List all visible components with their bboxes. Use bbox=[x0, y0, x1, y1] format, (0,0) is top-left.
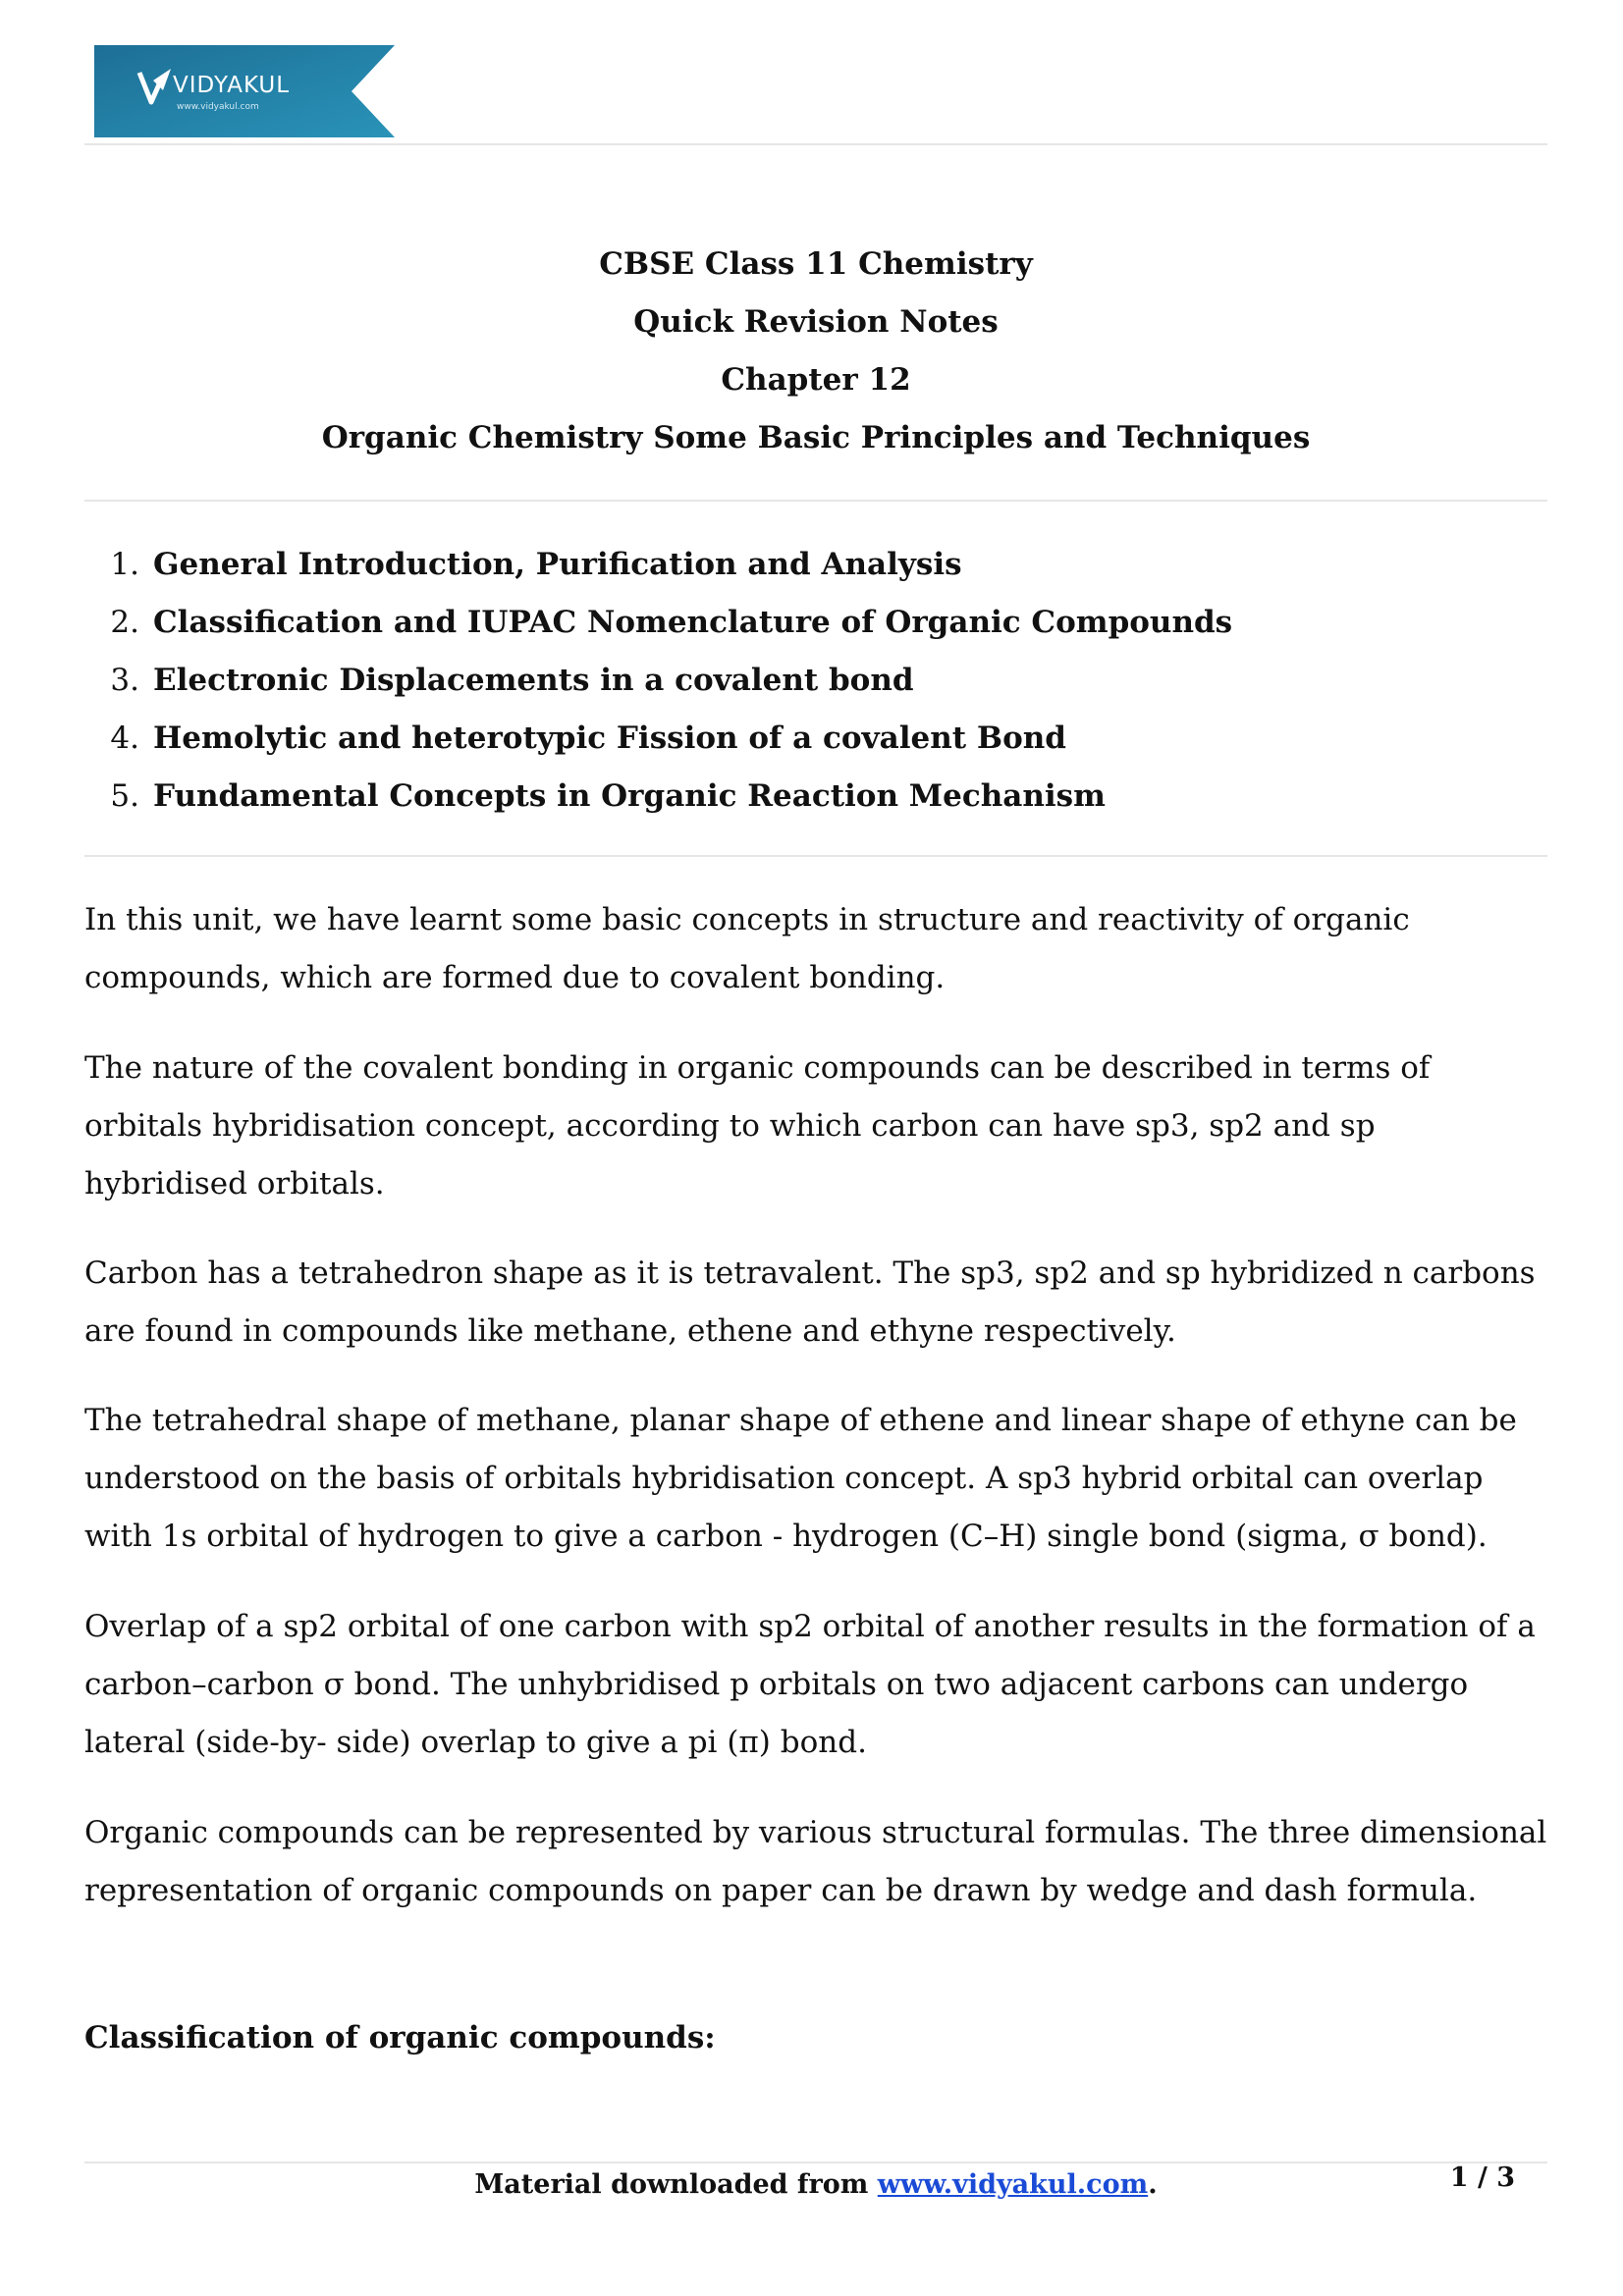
list-item bbox=[84, 594, 1547, 652]
title-line-3: Chapter 12 bbox=[721, 362, 911, 398]
paragraph-intro: In this unit, we have learnt some basic concepts in structure and reactivity of organic compounds, which are formed due to covalent bonding. bbox=[84, 902, 1410, 995]
paragraph-hybridisation: The nature of the covalent bonding in organic compounds can be described in terms of orbitals hybridisation concept, according to which carbon can have sp3, sp2 and sp hybridised orbitals. bbox=[84, 1050, 1431, 1201]
list-item-number: 1. bbox=[110, 547, 139, 582]
topic-list bbox=[84, 536, 1547, 826]
title-line-1: CBSE Class 11 Chemistry bbox=[599, 246, 1033, 282]
title-divider bbox=[84, 500, 1547, 502]
list-item bbox=[84, 710, 1547, 768]
footer-suffix: . bbox=[1148, 2169, 1158, 2200]
vidyakul-logo bbox=[94, 45, 395, 137]
section-heading: Classification of organic compounds: bbox=[84, 2020, 716, 2056]
list-item-text: Electronic Displacements in a covalent bond bbox=[153, 663, 914, 698]
title-line-4: Organic Chemistry Some Basic Principles and Techniques bbox=[321, 420, 1311, 455]
list-item-text: Fundamental Concepts in Organic Reaction Mechanism bbox=[153, 778, 1106, 814]
list-divider bbox=[84, 855, 1547, 857]
paragraph-formulas: Organic compounds can be represented by various structural formulas. The three dimensional representation of organic compounds on paper can be drawn by wedge and dash formula. bbox=[84, 1815, 1547, 1908]
list-item bbox=[84, 768, 1547, 826]
page-number: 1 / 3 bbox=[1449, 2163, 1515, 2193]
list-item-number: 5. bbox=[110, 778, 139, 814]
footer bbox=[84, 2169, 1547, 2200]
paragraph-pi-bond: Overlap of a sp2 orbital of one carbon with sp2 orbital of another results in the formation of a carbon–carbon σ bond. The unhybridised p orbitals on two adjacent carbons can undergo lateral (side-by- side) overlap to give a pi (π) bond. bbox=[84, 1609, 1536, 1760]
list-item bbox=[84, 652, 1547, 710]
paragraph-tetrahedron: Carbon has a tetrahedron shape as it is tetravalent. The sp3, sp2 and sp hybridized n carbons are found in compounds like methane, ethene and ethyne respectively. bbox=[84, 1255, 1536, 1349]
footer-prefix: Material downloaded from bbox=[474, 2169, 878, 2200]
list-item-text: Hemolytic and heterotypic Fission of a covalent Bond bbox=[153, 721, 1066, 756]
footer-divider bbox=[84, 2162, 1547, 2163]
title-line-2: Quick Revision Notes bbox=[633, 304, 999, 340]
list-item-text: Classification and IUPAC Nomenclature of Organic Compounds bbox=[153, 605, 1233, 640]
list-item-number: 4. bbox=[110, 721, 139, 756]
paragraph-shapes: The tetrahedral shape of methane, planar shape of ethene and linear shape of ethyne can be understood on the basis of orbitals hybridisation concept. A sp3 hybrid orbital can overlap with 1s orbital of hydrogen to give a carbon - hydrogen (C–H) single bond (sigma, σ bond). bbox=[84, 1403, 1517, 1554]
list-item-number: 2. bbox=[110, 605, 139, 640]
logo-text: VIDYAKUL bbox=[173, 73, 291, 98]
document-title bbox=[84, 236, 1547, 467]
logo-subtext: www.vidyakul.com bbox=[177, 102, 259, 112]
top-divider bbox=[84, 143, 1547, 145]
list-item-text: General Introduction, Purification and Analysis bbox=[153, 547, 962, 582]
list-item bbox=[84, 536, 1547, 594]
footer-link[interactable]: www.vidyakul.com bbox=[877, 2169, 1149, 2200]
list-item-number: 3. bbox=[110, 663, 139, 698]
